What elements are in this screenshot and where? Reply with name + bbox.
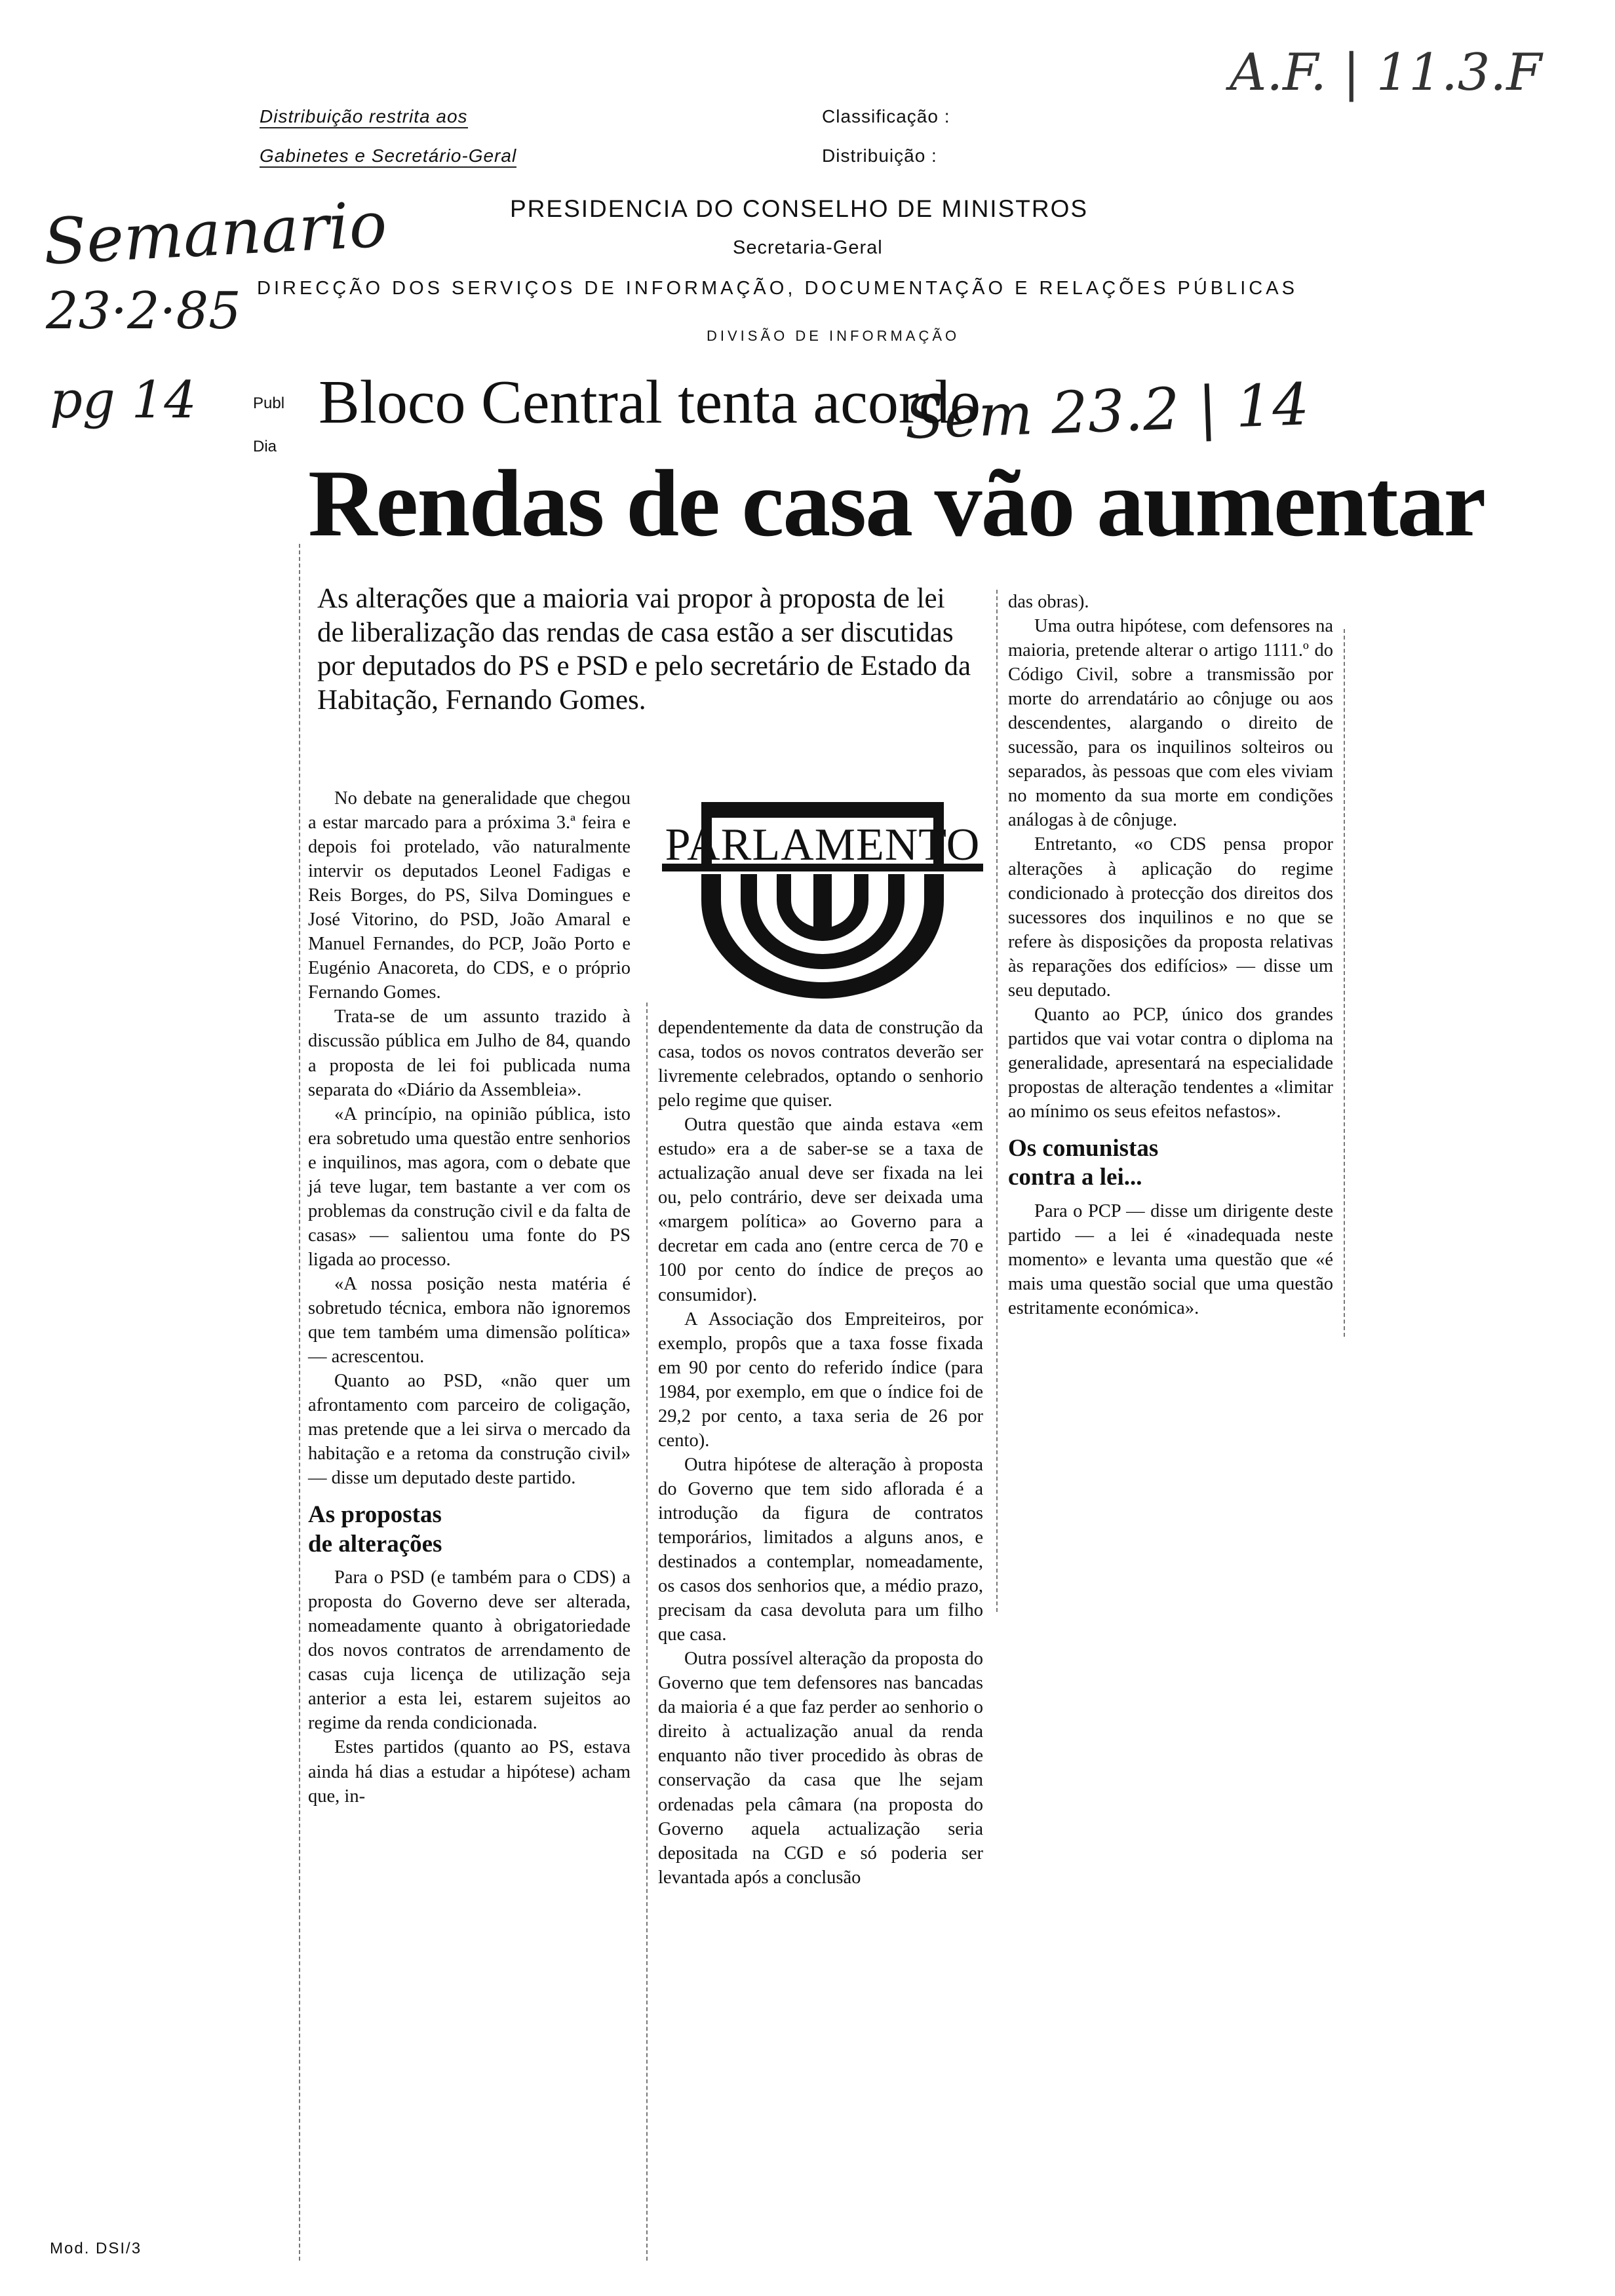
column1-subhead-line2: de alterações [308, 1530, 442, 1558]
distribution-label: Distribuição : [822, 145, 937, 166]
parlamento-label: PARLAMENTO [665, 820, 981, 870]
column1-paragraph: «A nossa posição nesta matéria é sobretudo técnica, embora não ignoremos que tem também uma dimensão política» — acrescentou. [308, 1273, 631, 1368]
article-column-3 [1008, 590, 1333, 1320]
column1-paragraph: No debate na generalidade que chegou a estar marcado para a próxima 3.ª feira e depois foi protelado, vão naturalmente intervir os deputados Leonel Fadigas e Reis Borges, do PS, Silva Domingues e José Vitorino, do PSD, João Amaral e Manuel Fernandes, do PCP, João Porto e Eugénio Anacoreta, do CDS, e o próprio Fernando Gomes. [308, 788, 631, 1003]
column3-subhead-line1: Os comunistas [1008, 1135, 1159, 1162]
column1-paragraph: Estes partidos (quanto ao PS, estava ainda há dias a estudar a hipótese) acham que, in- [308, 1737, 631, 1807]
handwritten-title-note: Sem 23.2 | 14 [903, 370, 1310, 452]
column1-paragraph: «A princípio, na opinião pública, isto era sobretudo uma questão entre senhorios e inquilinos, mas agora, com o debate que já teve lugar, tem bastante a ver com os problemas da construção civil e da falta de casas» — salientou uma fonte do PS ligada ao processo. [308, 1103, 631, 1270]
column2-paragraph: A Associação dos Empreiteiros, por exemplo, propôs que a taxa fosse fixada em 90 por cento do referido índice (para 1984, por exemplo, em que o índice foi de 29,2 por cento, a taxa seria de 26 por cento). [658, 1309, 983, 1451]
column3-subhead [1008, 1134, 1333, 1193]
column2-paragraph: Outra hipótese de alteração à proposta do Governo que tem sido aflorada é a introdução da figura de contratos temporários, limitados a alguns anos, e destinados a contemplar, nomeadamente, os casos dos senhorios que, a médio prazo, precisam da casa devoluta para um filho que casa. [658, 1454, 983, 1645]
column3-continuation: das obras). [1008, 592, 1089, 612]
classification-label: Classificação : [822, 106, 950, 126]
column2-paragraph: Outra questão que ainda estava «em estudo» era a de saber-se se a taxa de actualização anual deve ser fixada na lei ou, pelo contrário, deve ser deixada uma «margem política» ao Governo para a decretar em cada ano (entre cerca de 70 e 100 por cento do índice de preços ao consumidor). [658, 1115, 983, 1305]
column1-paragraph: Para o PSD (e também para o CDS) a proposta do Governo deve ser alterada, nomeadamente quanto à obrigatoriedade dos novos contratos de arrendamento de casas cuja licença de utilização seja anterior a esta lei, estarem sujeitos ao regime da renda condicionada. [308, 1567, 631, 1734]
handwritten-top-right-note: A.F. | 11.3.F [1230, 43, 1542, 102]
column3-subhead-line2: contra a lei... [1008, 1164, 1142, 1191]
distribution-note-line2: Gabinetes e Secretário-Geral [260, 145, 516, 168]
article-lead: As alterações que a maioria vai propor à proposta de lei de liberalização das rendas de casa estão a ser discutidas por deputados do PS e PSD e pelo secretário de Estado da Habitação, Fernando Gomes. [317, 583, 971, 716]
column2-paragraph: dependentemente da data de construção da casa, todos os novos contratos deverão ser livremente celebrados, optando o senhorio pelo regime que quiser. [658, 1018, 983, 1111]
column1-paragraph: Quanto ao PSD, «não quer um afrontamento com parceiro de coligação, mas pretende que a lei sirva o mercado da habitação e a retoma da construção civil» — disse um deputado deste partido. [308, 1371, 631, 1489]
column1-paragraph: Trata-se de um assunto trazido à discussão pública em Julho de 84, quando a proposta de lei foi publicada numa separata do «Diário da Assembleia». [308, 1006, 631, 1100]
article-kicker: Bloco Central tenta acordo [319, 368, 981, 436]
day-label: Dia [253, 438, 277, 455]
institution-title: PRESIDENCIA DO CONSELHO DE MINISTROS [510, 195, 1089, 222]
directorate-name: DIRECÇÃO DOS SERVIÇOS DE INFORMAÇÃO, DOCUMENTAÇÃO E RELAÇÕES PÚBLICAS [257, 278, 1298, 299]
publication-label: Publ [253, 394, 285, 412]
column3-paragraph: Para o PCP — disse um dirigente deste partido — a lei é «inadequada neste momento» e levanta uma questão que «é mais uma questão social que uma questão estritamente económica». [1008, 1200, 1333, 1318]
article-headline: Rendas de casa vão aumentar [308, 450, 1485, 556]
form-code: Mod. DSI/3 [50, 2240, 142, 2257]
column3-paragraph: Quanto ao PCP, único dos grandes partidos que vai votar contra o diploma na generalidade, apresentará na especialidade propostas de alteração tendentes a «limitar ao mínimo os seus efeitos nefastos». [1008, 1004, 1333, 1122]
column1-subhead-line1: As propostas [308, 1501, 442, 1529]
distribution-note-line1: Distribuição restrita aos [260, 106, 468, 128]
handwritten-publication: Semanario [41, 187, 389, 279]
column-rule-left [299, 544, 300, 2261]
secretariat-name: Secretaria-Geral [733, 237, 883, 258]
column1-subhead [308, 1501, 631, 1559]
article-column-1 [308, 786, 631, 1808]
parlamento-section-logo [662, 802, 983, 1005]
column-rule-middle [646, 1003, 648, 2261]
handwritten-date: 23·2·85 [46, 282, 241, 341]
article-column-2 [658, 1016, 983, 1890]
column3-paragraph: Uma outra hipótese, com defensores na maioria, pretende alterar o artigo 1111.º do Código Civil, sobre a transmissão por morte do arrendatário ao cônjuge ou aos descendentes, alargando o direito de sucessão, para os inquilinos solteiros ou separados, às pessoas que com eles viviam no momento da sua morte em condições análogas à de cônjuge. [1008, 616, 1333, 831]
column2-paragraph: Outra possível alteração da proposta do Governo que tem defensores nas bancadas da maioria é a que faz perder ao senhorio o direito à actualização anual da renda enquanto não tiver procedido às obras de conservação da casa que lhe sejam ordenadas pela câmara (na proposta do Governo aquela actualização seria depositada na CGD e só poderia ser levantada após a conclusão [658, 1649, 983, 1888]
handwritten-page: pg 14 [50, 371, 197, 430]
column-rule-right [996, 590, 998, 1612]
division-name: DIVISÃO DE INFORMAÇÃO [707, 328, 960, 344]
column-rule-edge [1344, 629, 1345, 1337]
column3-paragraph: Entretanto, «o CDS pensa propor alterações à aplicação do regime condicionado à protecção dos direitos dos sucessores dos inquilinos e no que se refere às disposições da proposta relativas às reparações dos edifícios» — disse um seu deputado. [1008, 834, 1333, 1001]
